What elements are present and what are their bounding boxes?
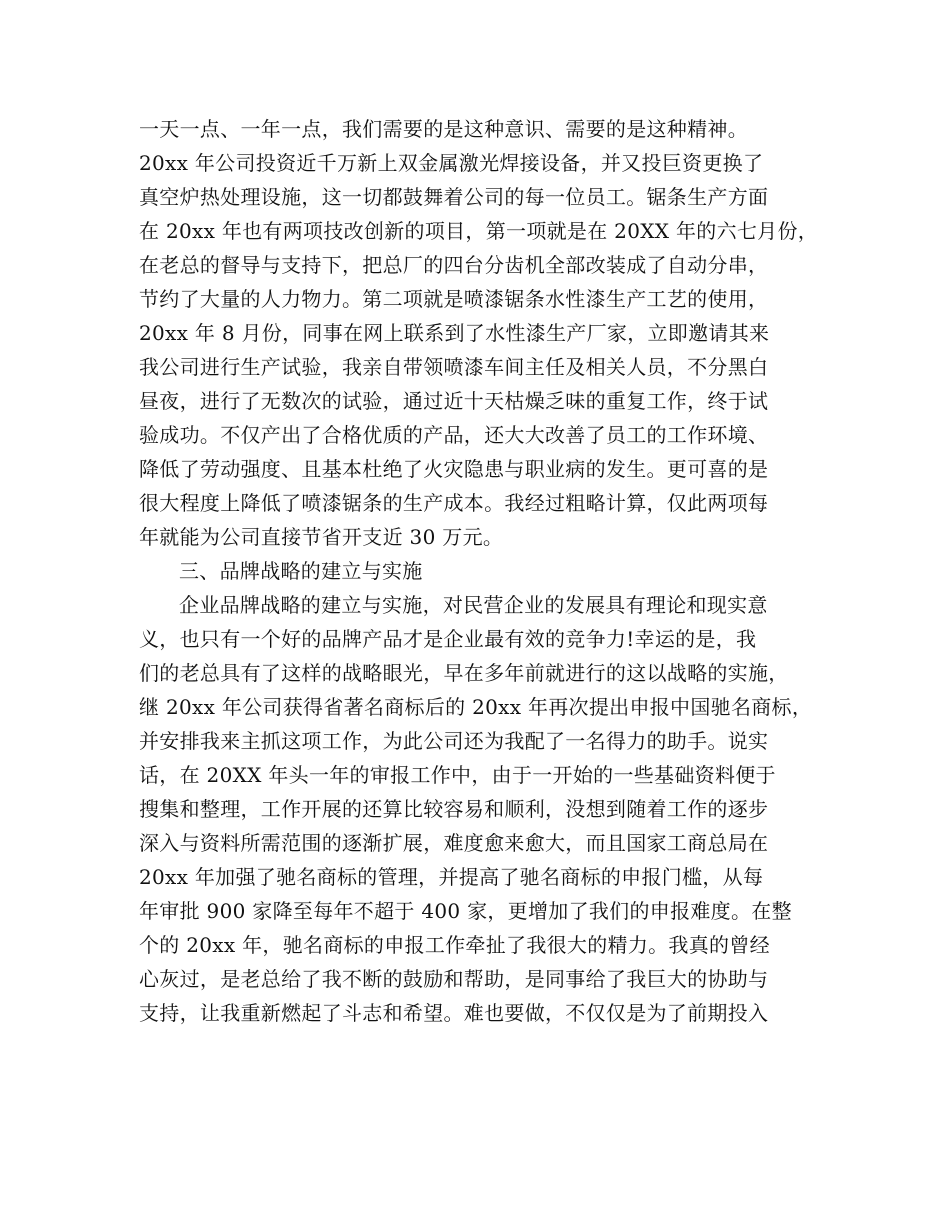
text-line: 心灰过，是老总给了我不断的鼓励和帮助，是同事给了我巨大的协助与 bbox=[139, 967, 769, 991]
text-line: 降低了劳动强度、且基本杜绝了火灾隐患与职业病的发生。更可喜的是 bbox=[139, 457, 769, 481]
text-line: 20xx 年加强了驰名商标的管理，并提高了驰名商标的申报门槛，从每 bbox=[139, 865, 764, 889]
text-line: 并安排我来主抓这项工作，为此公司还为我配了一名得力的助手。说实 bbox=[139, 729, 769, 753]
text-line: 深入与资料所需范围的逐渐扩展，难度愈来愈大，而且国家工商总局在 bbox=[139, 831, 769, 855]
text-line: 义，也只有一个好的品牌产品才是企业最有效的竞争力!幸运的是，我 bbox=[139, 627, 757, 651]
text-line: 20xx 年 8 月份，同事在网上联系到了水性漆生产厂家，立即邀请其来 bbox=[139, 321, 770, 345]
text-line: 年就能为公司直接节省开支近 30 万元。 bbox=[139, 525, 504, 549]
text-line: 验成功。不仅产出了合格优质的产品，还大大改善了员工的工作环境、 bbox=[139, 423, 769, 447]
text-line: 继 20xx 年公司获得省著名商标后的 20xx 年再次提出申报中国驰名商标， bbox=[139, 695, 813, 719]
section-heading: 三、品牌战略的建立与实施 bbox=[179, 559, 423, 583]
text-line: 话，在 20XX 年头一年的审报工作中，由于一开始的一些基础资料便于 bbox=[139, 763, 776, 787]
text-line: 节约了大量的人力物力。第二项就是喷漆锯条水性漆生产工艺的使用， bbox=[139, 287, 769, 311]
text-line: 真空炉热处理设施，这一切都鼓舞着公司的每一位员工。锯条生产方面 bbox=[139, 185, 769, 209]
paragraph-first-line: 企业品牌战略的建立与实施，对民营企业的发展具有理论和现实意 bbox=[179, 593, 768, 617]
text-line: 们的老总具有了这样的战略眼光，早在多年前就进行的这以战略的实施， bbox=[139, 661, 789, 685]
text-line: 昼夜，进行了无数次的试验，通过近十天枯燥乏味的重复工作，终于试 bbox=[139, 389, 769, 413]
document-body bbox=[139, 112, 829, 1030]
text-line: 我公司进行生产试验，我亲自带领喷漆车间主任及相关人员，不分黑白 bbox=[139, 355, 769, 379]
text-line: 搜集和整理，工作开展的还算比较容易和顺利，没想到随着工作的逐步 bbox=[139, 797, 769, 821]
text-line: 支持，让我重新燃起了斗志和希望。难也要做，不仅仅是为了前期投入 bbox=[139, 1001, 769, 1025]
text-line: 一天一点、一年一点，我们需要的是这种意识、需要的是这种精神。 bbox=[139, 117, 748, 141]
text-line: 个的 20xx 年，驰名商标的申报工作牵扯了我很大的精力。我真的曾经 bbox=[139, 933, 770, 957]
text-line: 年审批 900 家降至每年不超于 400 家，更增加了我们的申报难度。在整 bbox=[139, 899, 792, 923]
text-line: 在老总的督导与支持下，把总厂的四台分齿机全部改装成了自动分串， bbox=[139, 253, 769, 277]
text-line: 在 20xx 年也有两项技改创新的项目，第一项就是在 20XX 年的六七月份， bbox=[139, 219, 819, 243]
text-line: 很大程度上降低了喷漆锯条的生产成本。我经过粗略计算，仅此两项每 bbox=[139, 491, 769, 515]
text-line: 20xx 年公司投资近千万新上双金属激光焊接设备，并又投巨资更换了 bbox=[139, 151, 764, 175]
